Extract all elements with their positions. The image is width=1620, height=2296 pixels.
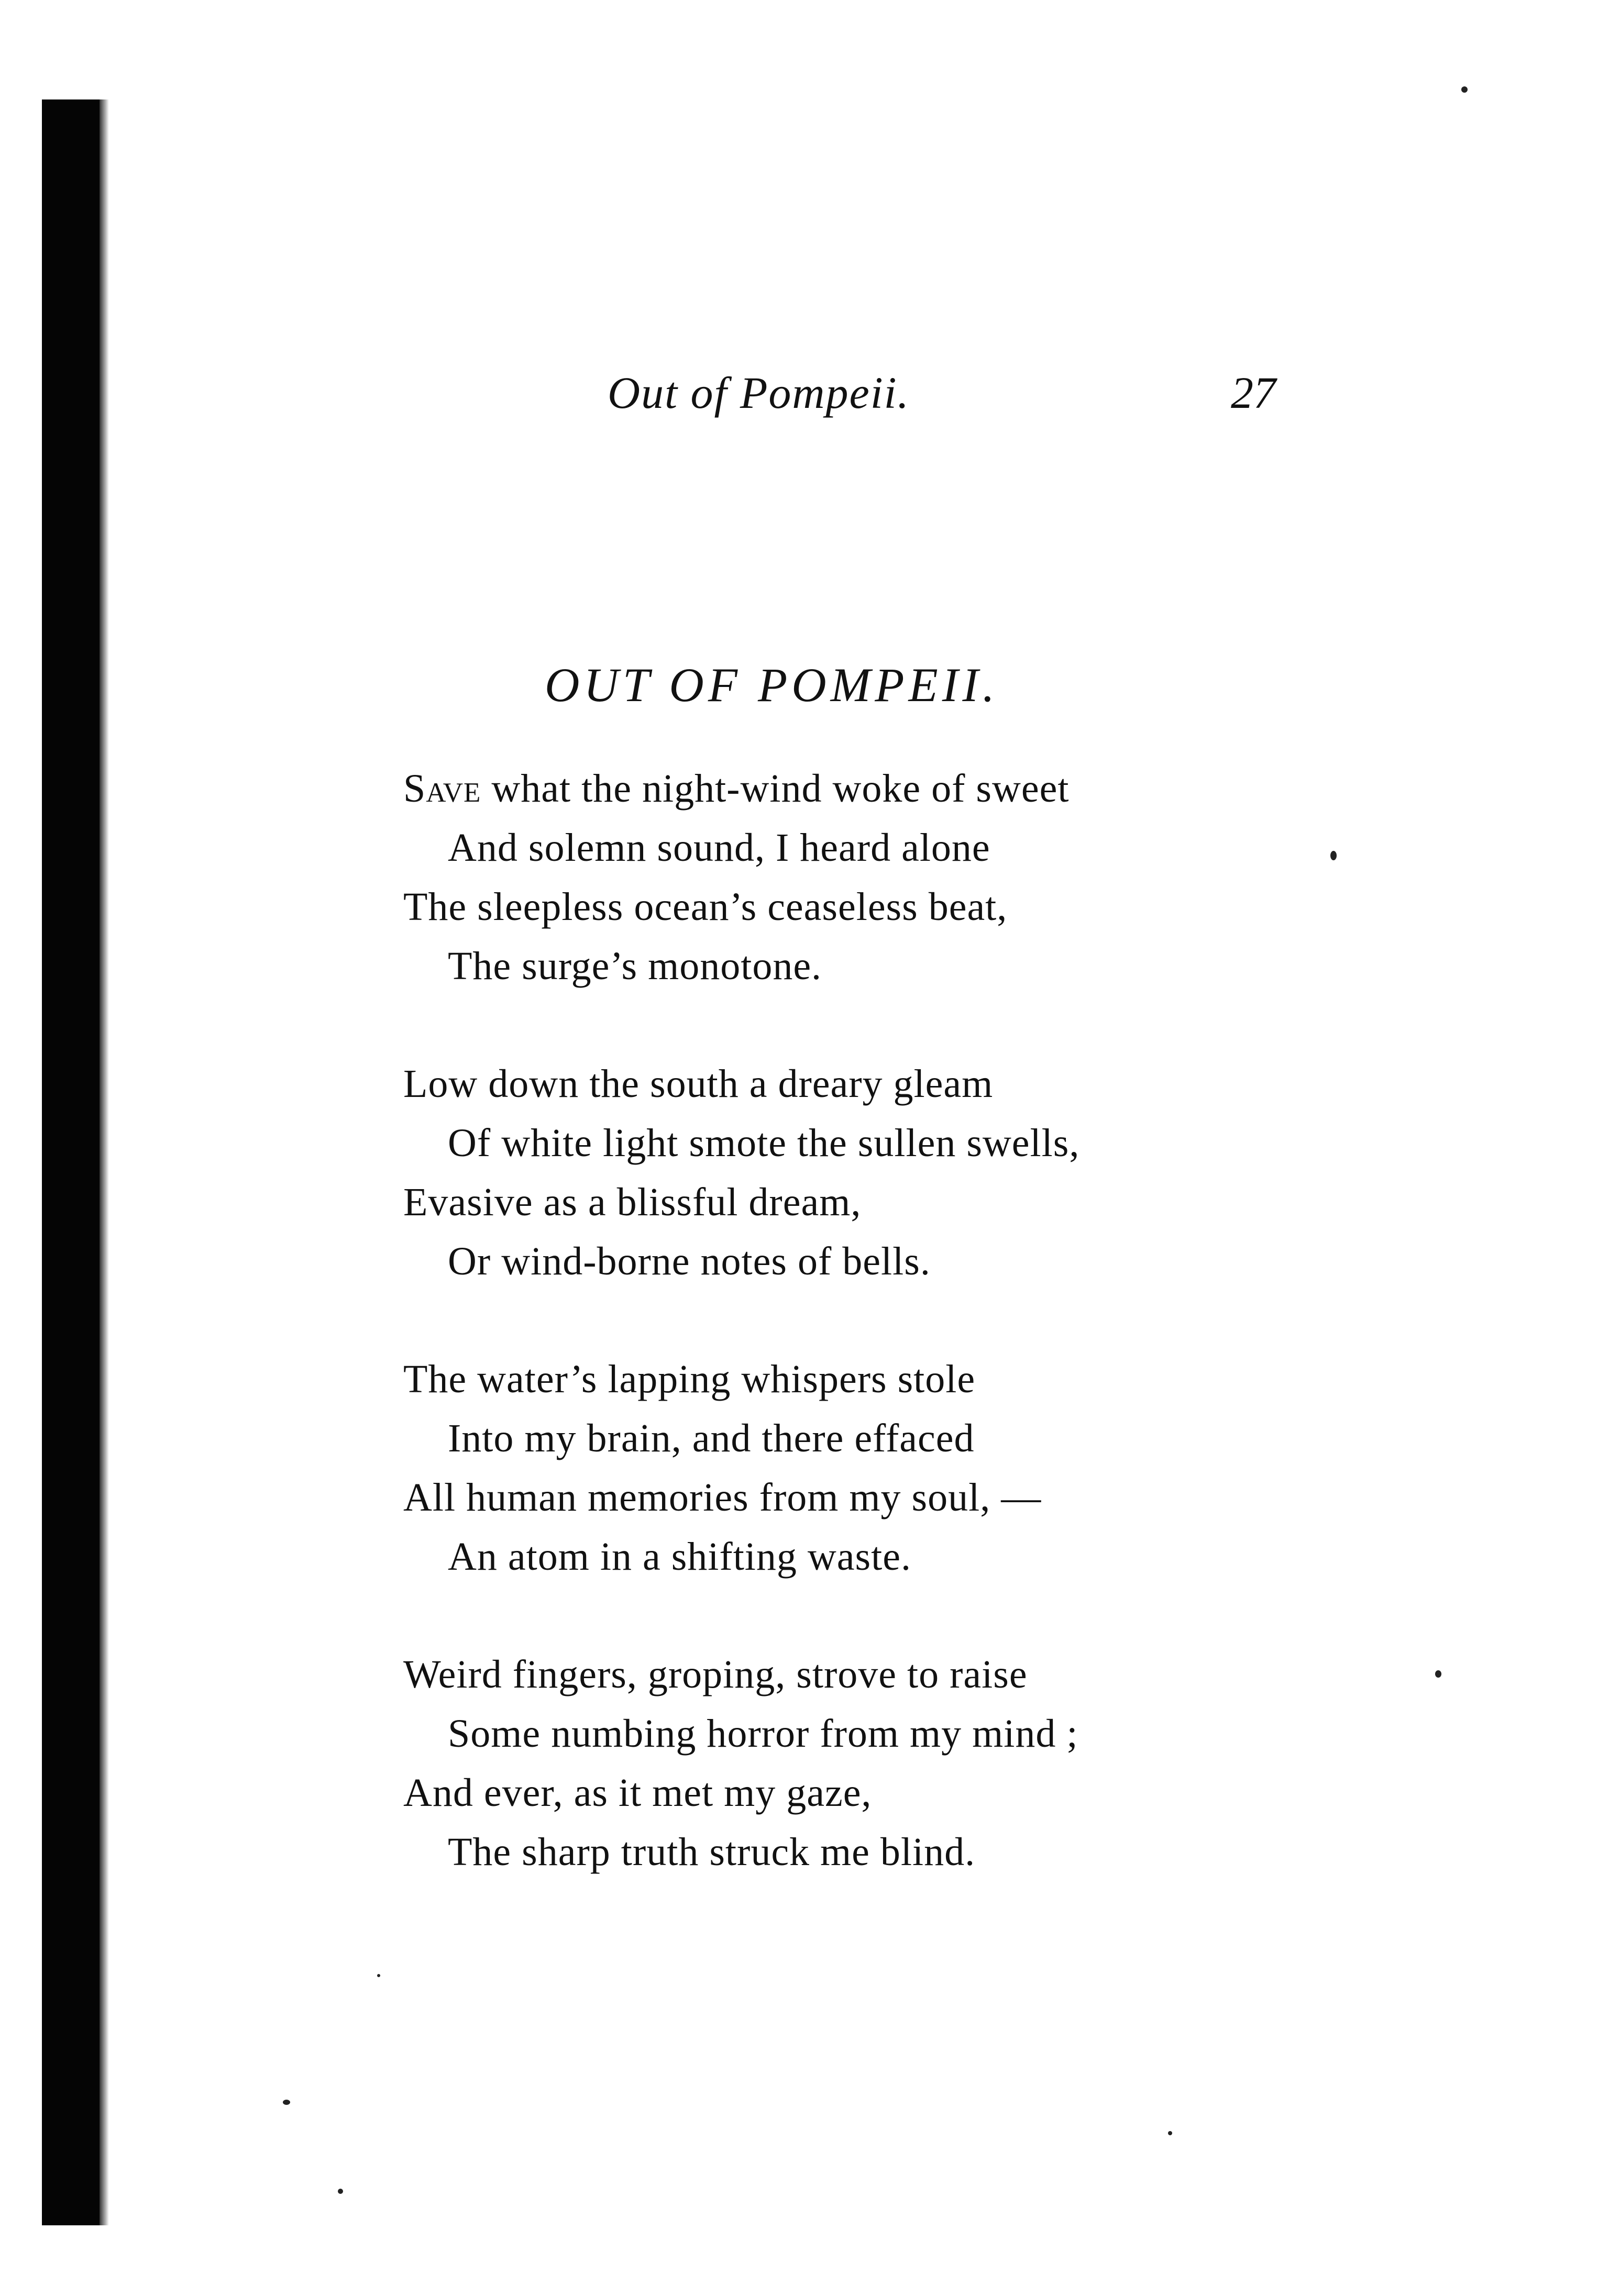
- poem-line: Of white light smote the sullen swells,: [448, 1121, 1080, 1165]
- poem-body: [403, 759, 1294, 1940]
- poem-title: OUT OF POMPEII.: [545, 658, 999, 712]
- drop-word: Save: [403, 767, 481, 811]
- running-head: Out of Pompeii.: [608, 368, 910, 418]
- poem-line: The sharp truth struck me blind.: [448, 1830, 976, 1874]
- scan-speck: [283, 2100, 290, 2105]
- stanza-1: [403, 759, 1294, 996]
- page-number: 27: [1231, 368, 1276, 418]
- poem-line: Or wind-borne notes of bells.: [448, 1239, 931, 1283]
- poem-line: All human memories from my soul, —: [403, 1476, 1042, 1519]
- scan-speck: [1168, 2131, 1172, 2135]
- poem-line: The sleepless ocean’s ceaseless beat,: [403, 885, 1008, 929]
- scan-speck: [1435, 1670, 1441, 1678]
- poem-line: An atom in a shifting waste.: [448, 1535, 911, 1579]
- poem-line: The surge’s monotone.: [448, 944, 822, 988]
- poem-line-text: what the night-wind woke of sweet: [491, 767, 1070, 811]
- poem-line: And solemn sound, I heard alone: [448, 826, 990, 870]
- scan-speck: [338, 2189, 343, 2194]
- poem-line: Into my brain, and there effaced: [448, 1416, 975, 1460]
- book-spine-edge: [100, 99, 109, 2225]
- scan-speck: [1330, 851, 1337, 860]
- poem-line: Weird fingers, groping, strove to raise: [403, 1652, 1028, 1696]
- book-spine-shadow: [42, 99, 102, 2225]
- poem-line: Evasive as a blissful dream,: [403, 1180, 862, 1224]
- poem-line: [403, 759, 1294, 818]
- poem-line: And ever, as it met my gaze,: [403, 1771, 872, 1815]
- scan-speck: [377, 1974, 380, 1977]
- stanza-2: [403, 1055, 1294, 1291]
- poem-line: The water’s lapping whispers stole: [403, 1357, 976, 1401]
- poem-line: Low down the south a dreary gleam: [403, 1062, 994, 1106]
- stanza-4: [403, 1645, 1294, 1882]
- stanza-3: [403, 1350, 1294, 1587]
- scan-speck: [1461, 86, 1468, 93]
- poem-line: Some numbing horror from my mind ;: [448, 1712, 1078, 1756]
